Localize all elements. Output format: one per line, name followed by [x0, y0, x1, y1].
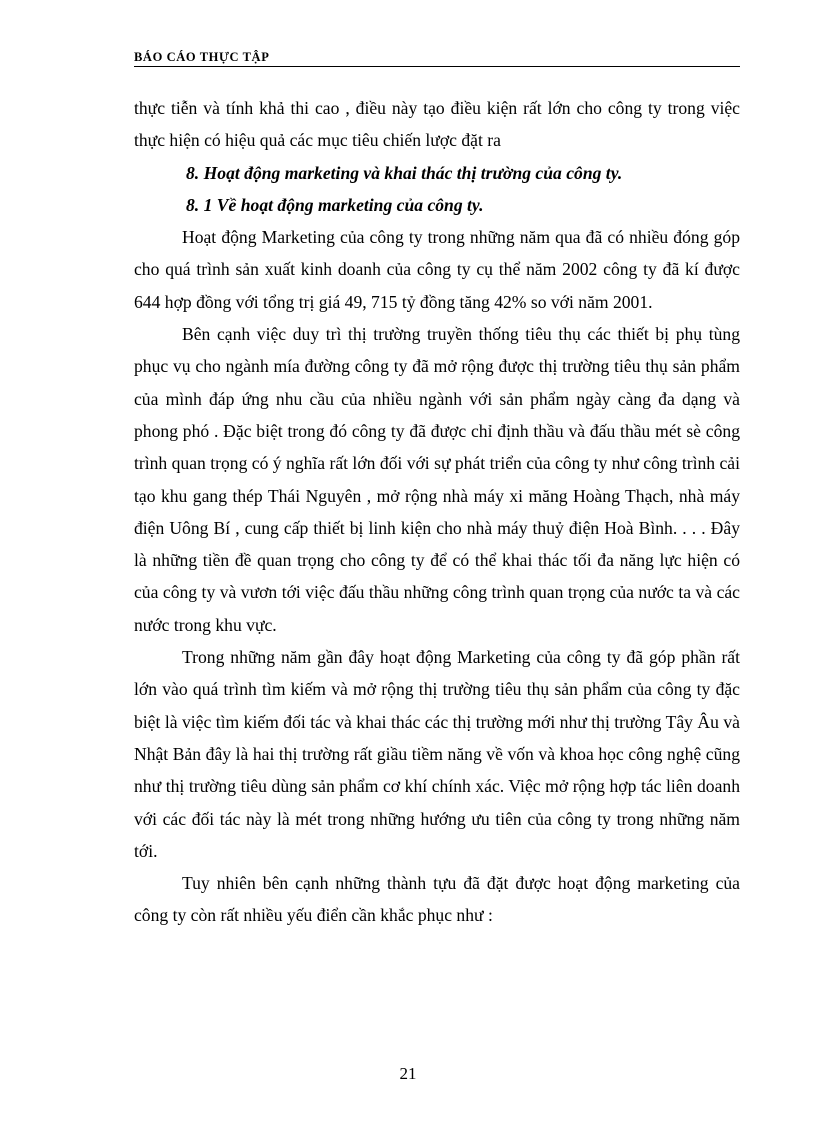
page-header	[134, 50, 740, 67]
paragraph-market-expansion: Bên cạnh việc duy trì thị trường truyền thống tiêu thụ các thiết bị phụ tùng phục vụ cho ngành mía đường công ty đã mở rộng được thị trường tiêu thụ sản phẩm của mình đáp ứng nhu cầu của nhiều ngành với sản phẩm ngày càng đa dạng và phong phó . Đặc biệt trong đó công ty đã được chỉ định thầu và đấu thầu mét sè công trình quan trọng có ý nghĩa rất lớn đối với sự phát triển của công ty như công trình cải tạo khu gang thép Thái Nguyên , mở rộng nhà máy xi măng Hoàng Thạch, nhà máy điện Uông Bí , cung cấp thiết bị linh kiện cho nhà máy thuỷ điện Hoà Bình. . . . Đây là những tiền đề quan trọng cho công ty để có thể khai thác tối đa năng lực hiện có của công ty và vươn tới việc đấu thầu những công trình quan trọng của nước ta và các nước trong khu vực.	[134, 324, 740, 635]
paragraph-marketing-overview: Hoạt động Marketing của công ty trong những năm qua đã có nhiều đóng góp cho quá trình sản xuất kinh doanh của công ty cụ thể năm 2002 công ty đã kí được 644 hợp đồng với tổng trị giá 49, 715 tỷ đồng tăng 42% so với năm 2001.	[134, 227, 740, 312]
header-title: BÁO CÁO THỰC TẬP	[134, 50, 270, 64]
paragraph-recent-years: Trong những năm gần đây hoạt động Marketing của công ty đã góp phần rất lớn vào quá trình tìm kiếm và mở rộng thị trường tiêu thụ sản phẩm của công ty đặc biệt là việc tìm kiếm đối tác và khai thác các thị trường mới như thị trường Tây Âu và Nhật Bản đây là hai thị trường rất giầu tiềm năng về vốn và khoa học công nghệ cũng như thị trường tiêu dùng sản phẩm cơ khí chính xác. Việc mở rộng hợp tác liên doanh với các đối tác này là mét trong những hướng ưu tiên của công ty trong những năm tới.	[134, 647, 740, 861]
subsection-heading: 8. 1 Về hoạt động marketing của công ty.	[186, 194, 484, 215]
page-body	[134, 92, 740, 932]
section-heading: 8. Hoạt động marketing và khai thác thị trường của công ty.	[186, 162, 623, 183]
page-number: 21	[399, 1064, 417, 1083]
continuation-paragraph: thực tiễn và tính khả thi cao , điều này tạo điều kiện rất lớn cho công ty trong việc thực hiện có hiệu quả các mục tiêu chiến lược đặt ra	[134, 98, 740, 151]
paragraph-weaknesses: Tuy nhiên bên cạnh những thành tựu đã đặt được hoạt động marketing của công ty còn rất nhiều yếu điển cần khắc phục như :	[134, 873, 740, 926]
